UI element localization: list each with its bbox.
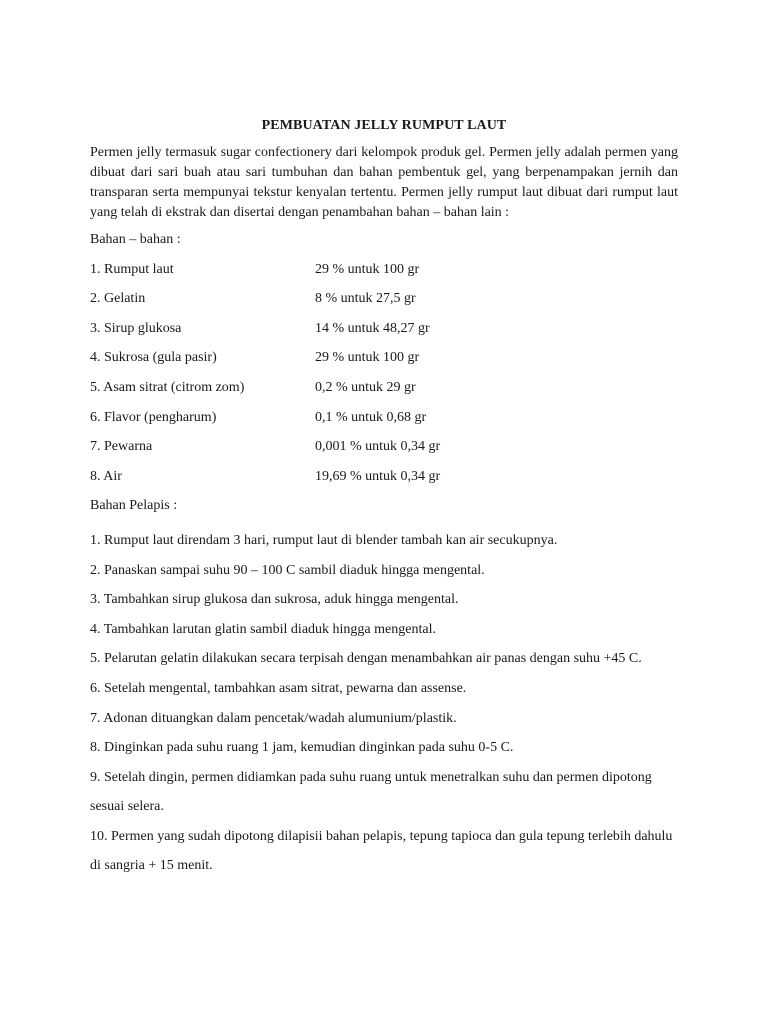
- ingredient-amount: 0,1 % untuk 0,68 gr: [315, 409, 427, 425]
- ingredient-name: 6. Flavor (pengharum): [90, 409, 217, 425]
- step-item: 10. Permen yang sudah dipotong dilapisii bahan pelapis, tepung tapioca dan gula tepung terlebih dahulu di sangria + 15 menit.: [90, 828, 673, 874]
- ingredient-name: 8. Air: [90, 468, 122, 484]
- coating-heading: Bahan Pelapis :: [90, 498, 178, 514]
- ingredients-list: [90, 260, 678, 487]
- ingredient-amount: 29 % untuk 100 gr: [315, 261, 420, 277]
- ingredient-row: [90, 289, 678, 309]
- step-item: 2. Panaskan sampai suhu 90 – 100 C sambil diaduk hingga mengental.: [90, 562, 485, 578]
- ingredient-amount: 14 % untuk 48,27 gr: [315, 320, 430, 336]
- ingredient-amount: 8 % untuk 27,5 gr: [315, 291, 416, 307]
- step-item: 5. Pelarutan gelatin dilakukan secara terpisah dengan menambahkan air panas dengan suhu +45 C.: [90, 651, 642, 667]
- step-item: 3. Tambahkan sirup glukosa dan sukrosa, aduk hingga mengental.: [90, 592, 459, 608]
- document-page: [90, 118, 678, 881]
- ingredient-amount: 29 % untuk 100 gr: [315, 350, 420, 366]
- intro-paragraph: Permen jelly termasuk sugar confectionery dari kelompok produk gel. Permen jelly adalah permen yang dibuat dari sari buah atau sari tumbuhan dan bahan pembentuk gel, yang berpenampakan jernih dan transparan serta mempunyai tekstur kenyalan tertentu. Permen jelly rumput laut dibuat dari rumput laut yang telah di ekstrak dan disertai dengan penambahan bahan – bahan lain :: [90, 145, 678, 220]
- ingredient-row: [90, 319, 678, 339]
- ingredient-name: 5. Asam sitrat (citrom zom): [90, 379, 245, 395]
- ingredient-row: [90, 408, 678, 428]
- ingredient-row: [90, 348, 678, 368]
- ingredients-heading: Bahan – bahan :: [90, 232, 181, 247]
- step-item: 4. Tambahkan larutan glatin sambil diaduk hingga mengental.: [90, 621, 436, 637]
- ingredient-amount: 0,2 % untuk 29 gr: [315, 379, 416, 395]
- steps-list: [90, 526, 678, 881]
- ingredient-name: 2. Gelatin: [90, 291, 146, 307]
- step-item: 6. Setelah mengental, tambahkan asam sitrat, pewarna dan assense.: [90, 680, 467, 696]
- document-title: PEMBUATAN JELLY RUMPUT LAUT: [261, 118, 507, 133]
- ingredient-row: [90, 467, 678, 487]
- ingredient-amount: 0,001 % untuk 0,34 gr: [315, 439, 441, 455]
- ingredient-amount: 19,69 % untuk 0,34 gr: [315, 468, 441, 484]
- step-item: 1. Rumput laut direndam 3 hari, rumput laut di blender tambah kan air secukupnya.: [90, 532, 558, 548]
- ingredient-row: [90, 437, 678, 457]
- ingredient-name: 1. Rumput laut: [90, 261, 174, 277]
- ingredient-name: 3. Sirup glukosa: [90, 320, 182, 336]
- ingredient-row: [90, 378, 678, 398]
- step-item: 8. Dinginkan pada suhu ruang 1 jam, kemudian dinginkan pada suhu 0-5 C.: [90, 740, 514, 756]
- step-item: 9. Setelah dingin, permen didiamkan pada suhu ruang untuk menetralkan suhu dan permen dipotong sesuai selera.: [90, 769, 652, 815]
- ingredient-name: 7. Pewarna: [90, 439, 153, 455]
- step-item: 7. Adonan dituangkan dalam pencetak/wadah alumunium/plastik.: [90, 710, 457, 726]
- ingredient-row: [90, 260, 678, 280]
- ingredient-name: 4. Sukrosa (gula pasir): [90, 350, 217, 366]
